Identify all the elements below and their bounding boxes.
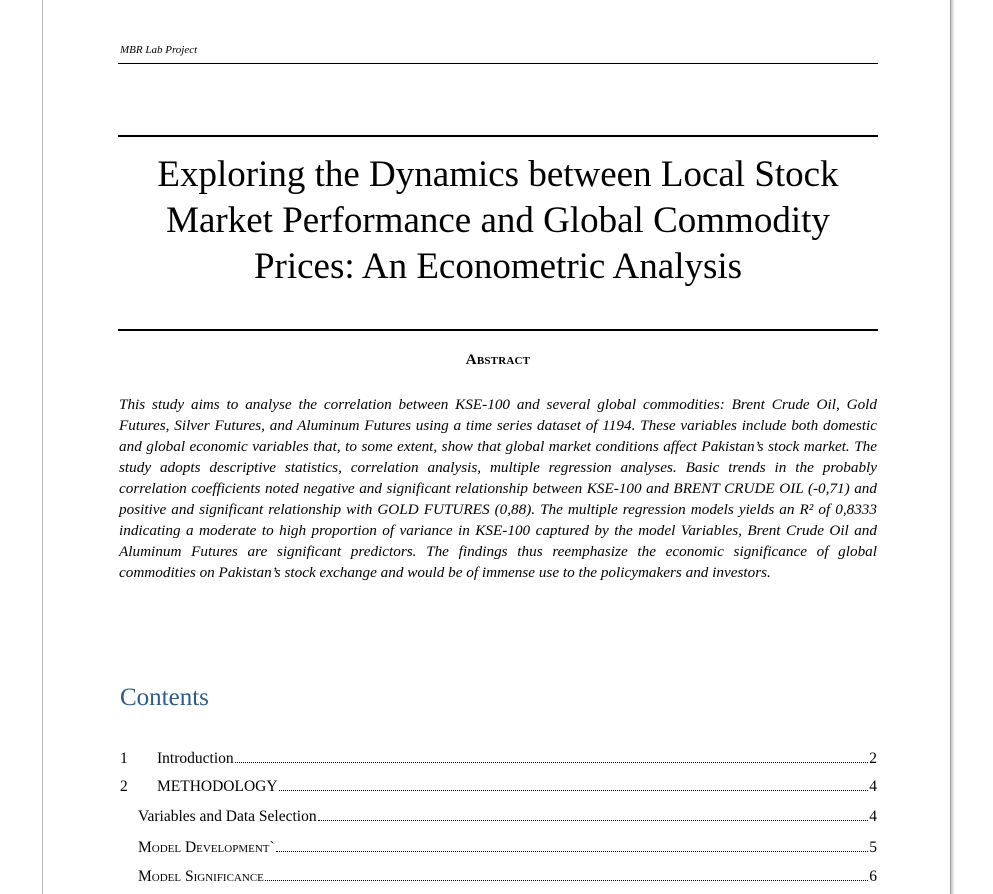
contents-heading: Contents	[120, 684, 209, 711]
header-rule	[118, 63, 878, 64]
toc-entry-page: 2	[869, 750, 877, 767]
title-rule-top	[118, 135, 878, 137]
toc-entry-title: Model Significance	[138, 868, 264, 885]
toc-leader-dots	[265, 879, 868, 881]
running-header: MBR Lab Project	[120, 44, 198, 56]
toc-entry-title: Model Development`	[138, 839, 275, 856]
toc-entry-model-development[interactable]	[138, 839, 877, 859]
toc-leader-dots	[279, 789, 869, 791]
toc-entry-title: Introduction	[157, 750, 234, 767]
toc-entry-title: METHODOLOGY	[157, 778, 278, 795]
toc-entry-variables-and-data-selection[interactable]	[138, 808, 877, 828]
window-background-right	[951, 0, 993, 894]
toc-entry-page: 4	[869, 778, 877, 795]
toc-leader-dots	[235, 761, 869, 763]
toc-leader-dots	[318, 819, 869, 821]
title-line-3: Prices: An Econometric Analysis	[253, 246, 743, 287]
title-line-1: Exploring the Dynamics between Local Stock	[157, 154, 839, 195]
toc-leader-dots	[276, 850, 869, 852]
title-line-2: Market Performance and Global Commodity	[166, 200, 830, 241]
window-background-left	[0, 0, 42, 894]
toc-entry-introduction[interactable]	[120, 750, 877, 770]
toc-entry-model-significance[interactable]	[138, 868, 877, 888]
toc-entry-title: Variables and Data Selection	[138, 808, 317, 825]
title-rule-bottom	[118, 329, 878, 331]
toc-entry-methodology[interactable]	[120, 778, 877, 798]
toc-entry-page: 4	[869, 808, 877, 825]
abstract-text: This study aims to analyse the correlation between KSE-100 and several global commodities: Brent Crude Oil, Gold Futures, Silver Futures, and Aluminum Futures using a time series dataset of 1194. These variables include both domestic and global economic variables that, to some extent, show that global market conditions affect Pakistan’s stock market. The study adopts descriptive statistics, correlation analysis, multiple regression analyses. Basic trends in the probably correlation coefficients noted negative and significant relationship between KSE-100 and BRENT CRUDE OIL (-0,71) and positive and significant relationship with GOLD FUTURES (0,88). The multiple regression models yields an R² of 0,8333 indicating a moderate to high proportion of variance in KSE-100 captured by the model Variables, Brent Crude Oil and Aluminum Futures are significant predictors. The findings thus reemphasize the economic significance of global commodities on Pakistan’s stock exchange and would be of immense use to the policymakers and investors.	[119, 396, 877, 581]
toc-entry-page: 5	[869, 839, 877, 856]
abstract-heading: Abstract	[465, 352, 531, 368]
document-title	[118, 152, 878, 290]
page-shadow	[951, 0, 955, 894]
toc-entry-page: 6	[869, 868, 877, 885]
toc-entry-number: 1	[120, 750, 128, 767]
toc-entry-number: 2	[120, 778, 128, 795]
